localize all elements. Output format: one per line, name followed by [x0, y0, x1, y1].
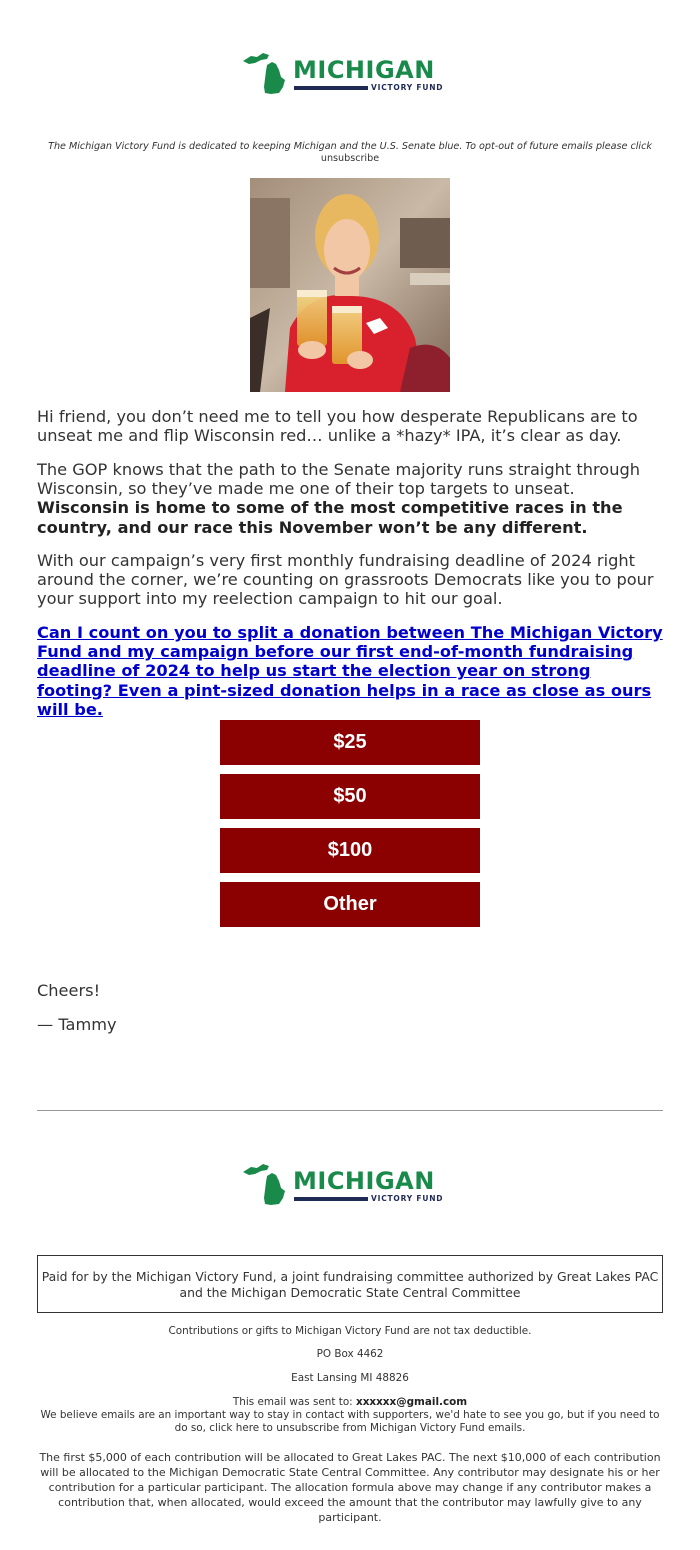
body-paragraph-2-bold: Wisconsin is home to some of the most competitive races in the country, and our race this November won’t be any different. [37, 498, 623, 537]
donate-other-button[interactable]: Other [220, 882, 480, 927]
unsubscribe-link[interactable]: unsubscribe [320, 153, 380, 164]
tax-notice: Contributions or gifts to Michigan Victory Fund are not tax deductible. [168, 1325, 532, 1337]
logo-subtitle: VICTORY FUND [371, 1194, 444, 1203]
logo-bar [294, 1197, 368, 1201]
disclaimer-text: The Michigan Victory Fund is dedicated to keeping Michigan and the U.S. Senate blue. To opt-out of future emails please click [48, 141, 652, 152]
header-disclaimer [40, 141, 660, 165]
donate-100-button[interactable]: $100 [220, 828, 480, 873]
logo-subtitle: VICTORY FUND [371, 83, 444, 92]
michigan-state-icon [241, 1158, 291, 1208]
logo-wordmark: MICHIGAN [293, 1167, 435, 1195]
candidate-photo-illustration [250, 178, 450, 392]
header-logo [241, 47, 451, 99]
logo-bar [294, 86, 368, 90]
donate-50-button[interactable]: $50 [220, 774, 480, 819]
footer-logo [241, 1158, 451, 1210]
allocation-notice: The first $5,000 of each contribution will be allocated to Great Lakes PAC. The next $10,000 of each contribution will be allocated to the Michigan Democratic State Central Committee. Any contributor may designate his or her contribution for a particular participant. The allocation formula above may change if any contributor makes a contribution that, when allocated, would exceed the amount that the contributor may lawfully give to any participant. [39, 1451, 661, 1524]
donate-25-button[interactable]: $25 [220, 720, 480, 765]
candidate-photo [250, 178, 450, 392]
closing-text: Cheers! [37, 981, 101, 1000]
body-paragraph-2 [37, 460, 667, 537]
unsubscribe-note[interactable]: We believe emails are an important way to stay in contact with supporters, we'd hate to see you go, but if you need to do so, click here to unsubscribe from Michigan Victory Fund emails. [40, 1409, 660, 1434]
paid-for-box: Paid for by the Michigan Victory Fund, a joint fundraising committee authorized by Great Lakes PAC and the Michigan Democratic State Central Committee [37, 1255, 663, 1313]
logo-wordmark: MICHIGAN [293, 56, 435, 84]
donate-cta-link[interactable]: Can I count on you to split a donation between The Michigan Victory Fund and my campaign before our first end-of-month fundraising deadline of 2024 to help us start the election year on strong footing? Even a pint-sized donation helps in a race as close as ours will be. [37, 623, 663, 719]
sent-to-email: xxxxxx@gmail.com [356, 1396, 468, 1408]
sent-to-label: This email was sent to: [232, 1396, 353, 1408]
po-box: PO Box 4462 [316, 1348, 384, 1360]
city-address: East Lansing MI 48826 [291, 1372, 409, 1384]
body-paragraph-1: Hi friend, you don’t need me to tell you how desperate Republicans are to unseat me and flip Wisconsin red… unlike a *hazy* IPA, it’s clear as day. [37, 407, 638, 446]
body-paragraph-3: With our campaign’s very first monthly fundraising deadline of 2024 right around the corner, we’re counting on grassroots Democrats like you to pour your support into my reelection campaign to hit our goal. [37, 551, 654, 609]
michigan-state-icon [241, 47, 291, 97]
sent-to-line [37, 1396, 663, 1409]
signature-name: — Tammy [37, 1015, 117, 1034]
footer-divider [37, 1110, 663, 1111]
body-paragraph-2-text: The GOP knows that the path to the Senate majority runs straight through Wisconsin, so they’ve made me one of their top targets to unseat. [37, 460, 640, 499]
